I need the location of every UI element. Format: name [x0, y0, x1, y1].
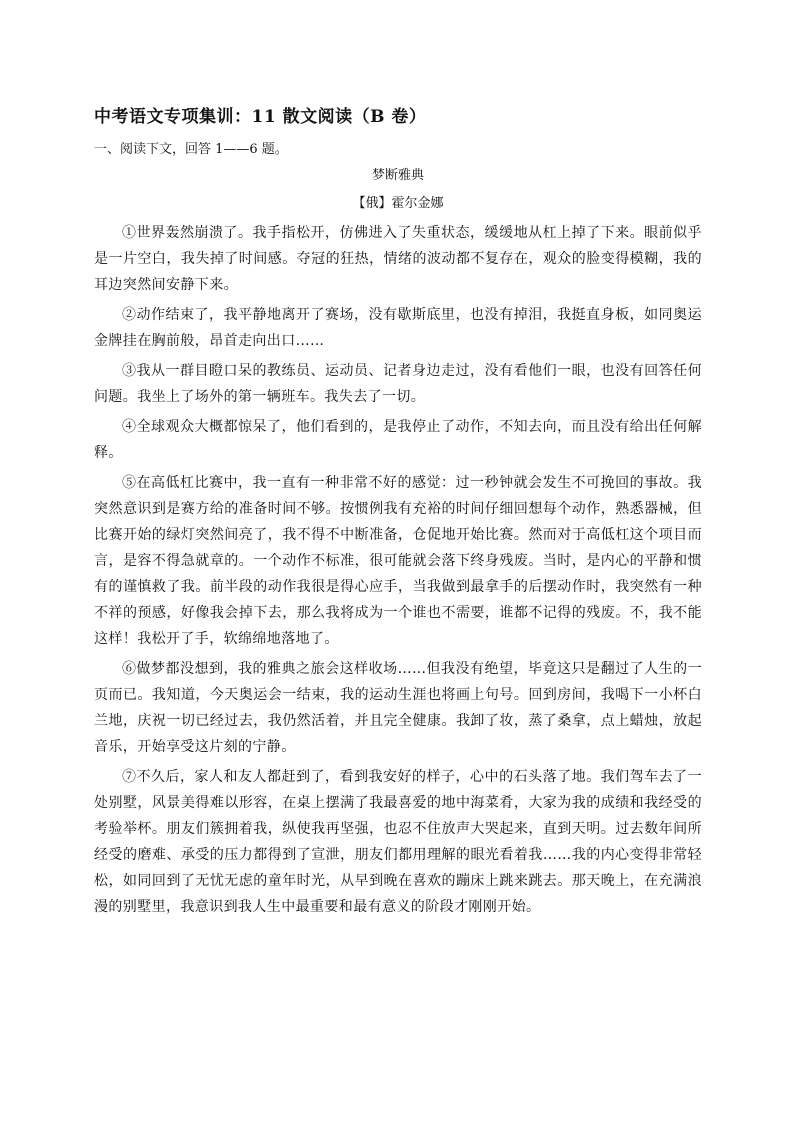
essay-paragraph: ⑤在高低杠比赛中，我一直有一种非常不好的感觉：过一秒钟就会发生不可挽回的事故。我突然意识到是赛方给的准备时间不够。按惯例我有充裕的时间仔细回想每个动作，熟悉器械，但比赛开始的绿灯突然间亮了，我不得不中断准备，仓促地开始比赛。然而对于高低杠这个项目而言，是容不得急就章的。一个动作不标准，很可能就会落下终身残废。当时，是内心的平静和惯有的谨慎救了我。前半段的动作我很是得心应手，当我做到最拿手的后摆动作时，我突然有一种不祥的预感，好像我会掉下去，那么我将成为一个谁也不需要，谁都不记得的残废。不，我不能这样！我松开了手，软绵绵地落地了。	[94, 475, 702, 647]
document-title: 中考语文专项集训：11 散文阅读（B 卷）	[94, 107, 427, 127]
question-instruction: 一、阅读下文，回答 1——6 题。	[94, 142, 288, 157]
essay-paragraph: ③我从一群目瞪口呆的教练员、运动员、记者身边走过，没有看他们一眼，也没有回答任何问题。我坐上了场外的第一辆班车。我失去了一切。	[94, 363, 702, 405]
document-page	[94, 96, 702, 924]
essay-paragraph: ②动作结束了，我平静地离开了赛场，没有歇斯底里，也没有掉泪，我挺直身板，如同奥运金牌挂在胸前般，昂首走向出口……	[94, 307, 702, 349]
essay-author: 【俄】霍尔金娜	[352, 196, 444, 211]
essay-paragraph: ①世界轰然崩溃了。我手指松开，仿佛进入了失重状态，缓缓地从杠上掉了下来。眼前似乎是一片空白，我失掉了时间感。夺冠的狂热，情绪的波动都不复存在，观众的脸变得模糊，我的耳边突然间安静下来。	[94, 225, 702, 293]
essay-paragraph: ⑦不久后，家人和友人都赶到了，看到我安好的样子，心中的石头落了地。我们驾车去了一处别墅，风景美得难以形容，在桌上摆满了我最喜爱的地中海菜肴，大家为我的成绩和我经受的考验举杯。朋友们簇拥着我，纵使我再坚强，也忍不住放声大哭起来，直到天明。过去数年间所经受的磨难、承受的压力都得到了宣泄，朋友们都用理解的眼光看着我……我的内心变得非常轻松，如同回到了无忧无虑的童年时光，从早到晚在喜欢的蹦床上跳来跳去。那天晚上，在充满浪漫的别墅里，我意识到我人生中最重要和最有意义的阶段才刚刚开始。	[94, 769, 702, 915]
essay-title: 梦断雅典	[371, 168, 424, 183]
essay-paragraph: ⑥做梦都没想到，我的雅典之旅会这样收场……但我没有绝望，毕竟这只是翻过了人生的一页而已。我知道，今天奥运会一结束，我的运动生涯也将画上句号。回到房间，我喝下一小杯白兰地，庆祝一切已经过去，我仍然活着，并且完全健康。我卸了妆，蒸了桑拿，点上蜡烛，放起音乐，开始享受这片刻的宁静。	[94, 661, 702, 755]
essay-paragraph: ④全球观众大概都惊呆了，他们看到的，是我停止了动作，不知去向，而且没有给出任何解释。	[94, 419, 702, 461]
